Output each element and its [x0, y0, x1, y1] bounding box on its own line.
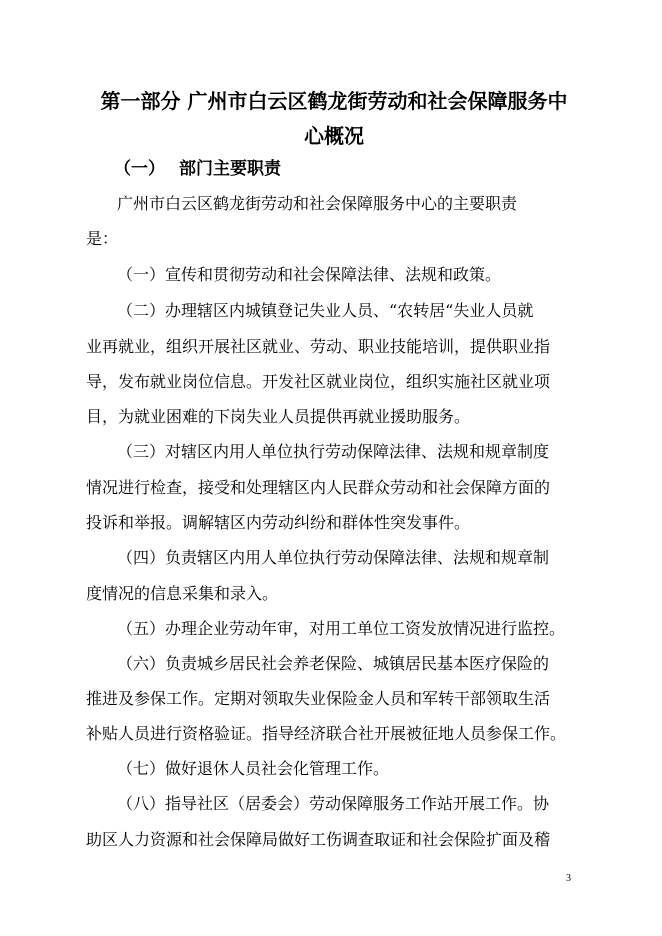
section-heading: [114, 158, 281, 180]
page-number: 3: [566, 873, 571, 884]
document-title-line-1: 第一部分 广州市白云区鹤龙街劳动和社会保障服务中: [100, 89, 568, 113]
duty-6-line-2: 推进及参保工作。定期对领取失业保险金人员和军转干部领取生活: [86, 689, 551, 708]
duty-3-line-3: 投诉和举报。调解辖区内劳动纠纷和群体性突发事件。: [86, 513, 471, 532]
duty-3-line-2: 情况进行检查，接受和处理辖区内人民群众劳动和社会保障方面的: [86, 478, 551, 497]
duty-7-line-1: （七）做好退休人员社会化管理工作。: [117, 759, 390, 778]
duty-8-line-2: 助区人力资源和社会保障局做好工伤调查取证和社会保险扩面及稽: [86, 830, 551, 849]
intro-line-2: 是：: [86, 229, 119, 248]
duty-4-line-2: 度情况的信息采集和录入。: [86, 584, 279, 603]
section-title: 部门主要职责: [179, 159, 281, 179]
duty-1-line-1: （一）宣传和贯彻劳动和社会保障法律、法规和政策。: [117, 265, 502, 284]
duty-6-line-1: （六）负责城乡居民社会养老保险、城镇居民基本医疗保险的: [117, 654, 550, 673]
duty-2-line-1: （二）办理辖区内城镇登记失业人员、“农转居“失业人员就: [117, 301, 534, 320]
section-number: （一）: [114, 159, 165, 179]
duty-2-line-4: 目，为就业困难的下岗失业人员提供再就业援助服务。: [86, 407, 471, 426]
duty-5-line-1: （五）办理企业劳动年审，对用工单位工资发放情况进行监控。: [117, 619, 566, 638]
document-title-line-2: 心概况: [304, 124, 364, 148]
intro-line-1: 广州市白云区鹤龙街劳动和社会保障服务中心的主要职责: [117, 194, 518, 213]
duty-2-line-2: 业再就业，组织开展社区就业、劳动、职业技能培训，提供职业指: [86, 337, 551, 356]
duty-3-line-1: （三）对辖区内用人单位执行劳动保障法律、法规和规章制度: [117, 442, 550, 461]
duty-8-line-1: （八）指导社区（居委会）劳动保障服务工作站开展工作。协: [117, 794, 550, 813]
duty-6-line-3: 补贴人员进行资格验证。指导经济联合社开展被征地人员参保工作。: [86, 724, 567, 743]
duty-2-line-3: 导，发布就业岗位信息。开发社区就业岗位，组织实施社区就业项: [86, 372, 551, 391]
duty-4-line-1: （四）负责辖区内用人单位执行劳动保障法律、法规和规章制: [117, 548, 550, 567]
